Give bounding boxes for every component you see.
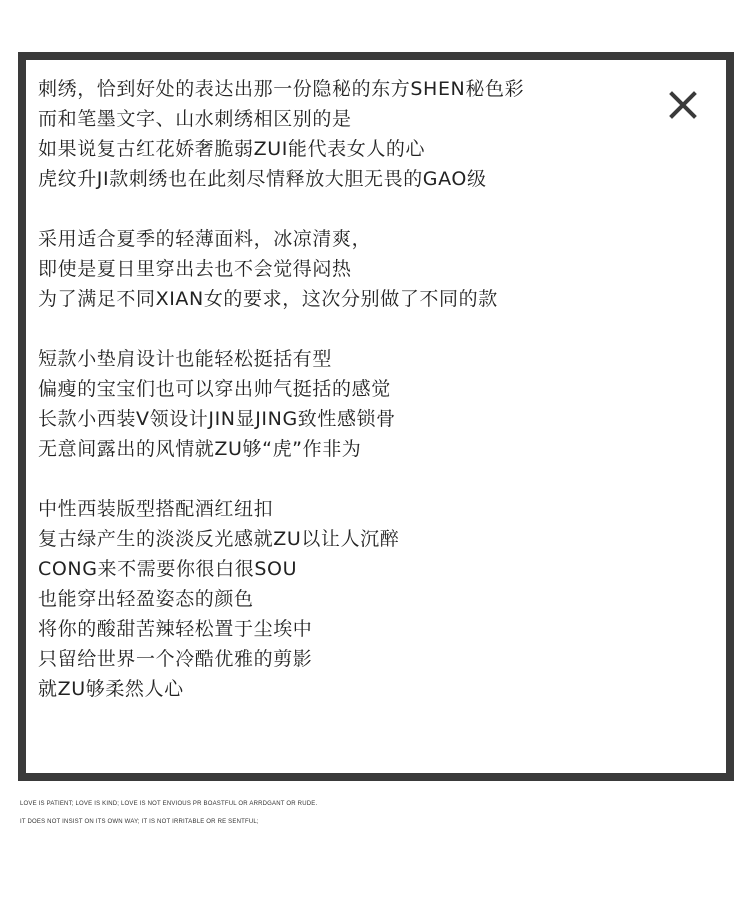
text-line: 如果说复古红花娇奢脆弱ZUI能代表女人的心 [38,138,426,160]
text-line: 将你的酸甜苦辣轻松置于尘埃中 [38,618,313,640]
text-line: 短款小垫肩设计也能轻松挺括有型 [38,348,333,370]
text-line: 采用适合夏季的轻薄面料，冰凉清爽， [38,228,372,250]
text-line: CONG来不需要你很白很SOU [38,558,298,580]
paragraph [38,74,658,194]
paragraph [38,494,658,704]
footer-quote [20,800,317,836]
paragraph [38,224,658,314]
text-line: 复古绿产生的淡淡反光感就ZU以让人沉醉 [38,528,400,550]
text-line: 刺绣，恰到好处的表达出那一份隐秘的东方SHEN秘色彩 [38,78,525,100]
text-panel [18,52,734,781]
text-line: 为了满足不同XIAN女的要求，这次分别做了不同的款 [38,288,498,310]
footer-line: LOVE IS PATIENT; LOVE IS KIND; LOVE IS NOT ENVIOUS PR BOASTFUL OR ARRDGANT OR RUDE. [20,801,318,807]
text-line: 而和笔墨文字、山水刺绣相区别的是 [38,108,352,130]
text-line: 偏瘦的宝宝们也可以穿出帅气挺括的感觉 [38,378,391,400]
text-line: 就ZU够柔然人心 [38,678,184,700]
body-text [38,74,658,734]
close-icon[interactable] [668,90,698,120]
text-line: 只留给世界一个冷酷优雅的剪影 [38,648,313,670]
close-button[interactable] [668,90,698,120]
text-line: 长款小西装V领设计JIN显JING致性感锁骨 [38,408,396,430]
footer-line: IT DOES NOT INSIST ON ITS OWN WAY; IT IS NOT IRRITABLE OR RE SENTFUL; [20,819,259,825]
text-line: 无意间露出的风情就ZU够“虎”作非为 [38,438,362,460]
text-line: 即使是夏日里穿出去也不会觉得闷热 [38,258,352,280]
text-line: 中性西装版型搭配酒红纽扣 [38,498,274,520]
text-line: 虎纹升JI款刺绣也在此刻尽情释放大胆无畏的GAO级 [38,168,487,190]
paragraph [38,344,658,464]
text-line: 也能穿出轻盈姿态的颜色 [38,588,254,610]
